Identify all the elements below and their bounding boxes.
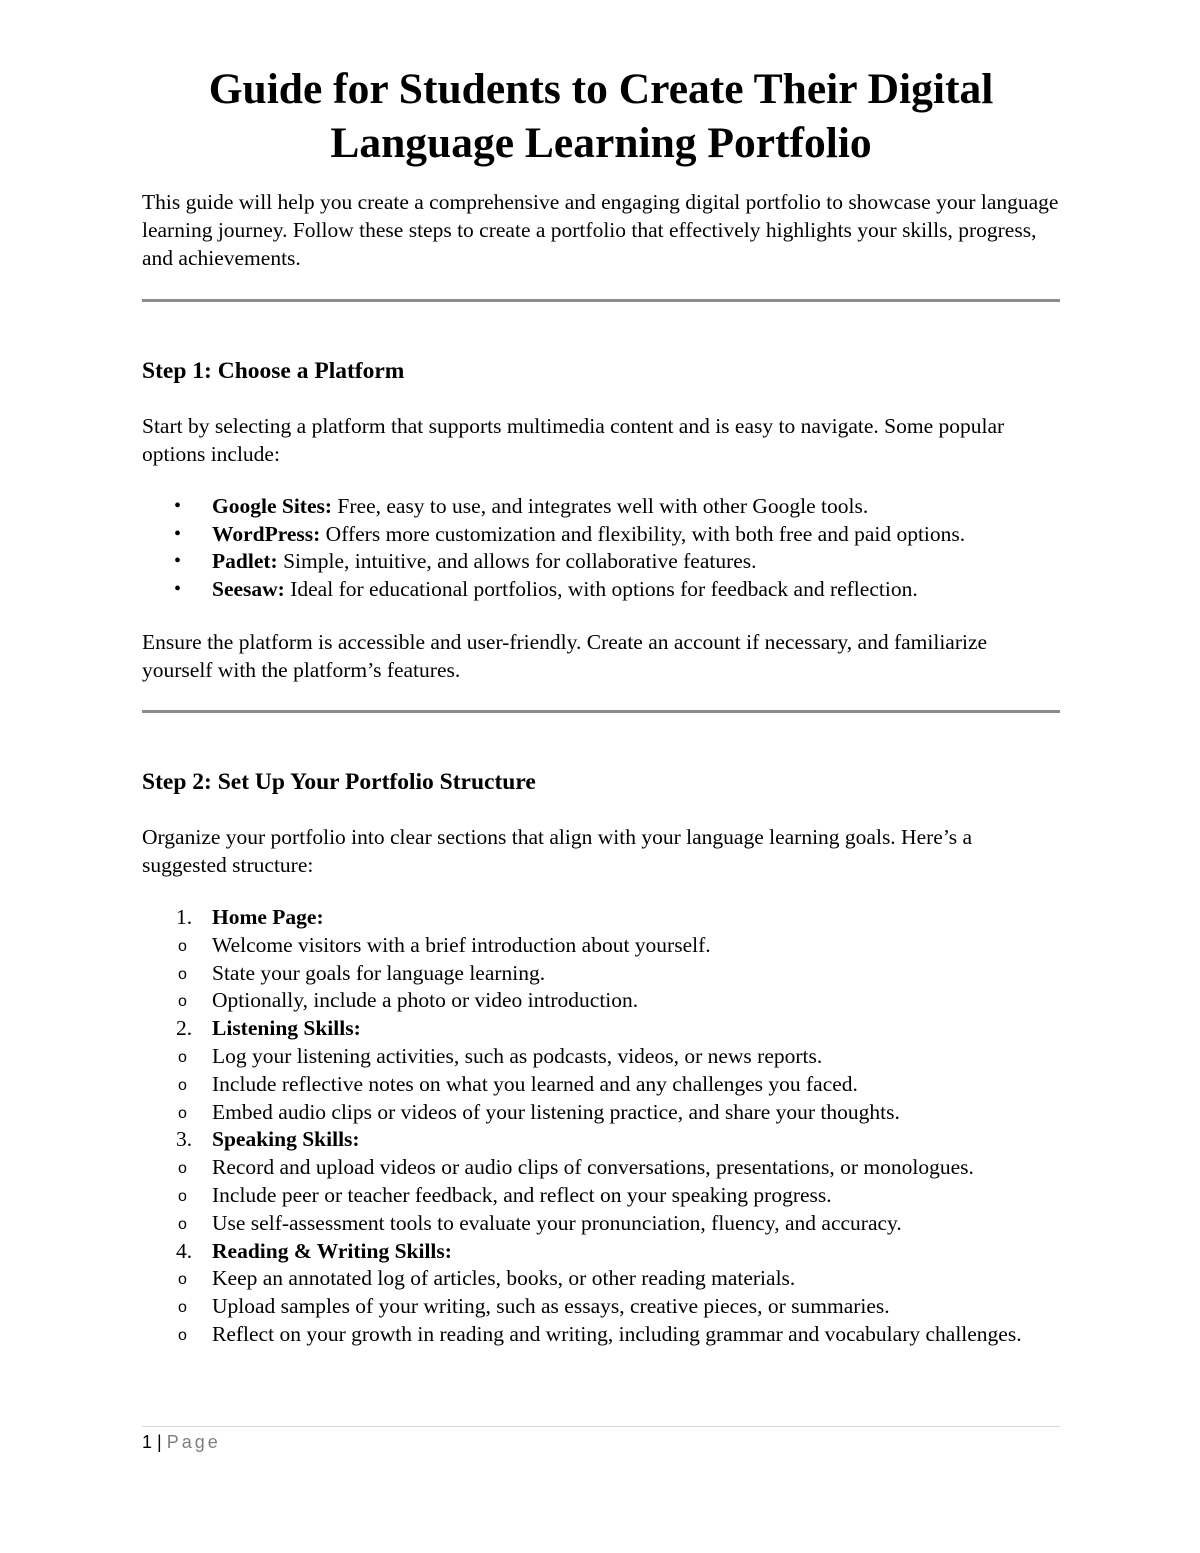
list-item [142, 576, 1060, 604]
sub-list-item [142, 1154, 1060, 1182]
option-text: Offers more customization and flexibility, with both free and paid options. [320, 521, 966, 546]
bullet-icon: • [174, 550, 182, 572]
list-item [142, 904, 1060, 1015]
sub-item-text: Include reflective notes on what you learned and any challenges you faced. [212, 1071, 858, 1096]
circle-bullet-icon: o [178, 1187, 187, 1205]
circle-bullet-icon: o [178, 1160, 187, 1178]
list-item [142, 1015, 1060, 1126]
list-item [142, 1238, 1060, 1349]
circle-bullet-icon: o [178, 1104, 187, 1122]
circle-bullet-icon: o [178, 1215, 187, 1233]
intro-paragraph: This guide will help you create a comprehensive and engaging digital portfolio to showcase your language learning journey. Follow these steps to create a portfolio that effectively highlights your skills, progress, and achievements. [142, 190, 1059, 270]
footer-separator: | [152, 1432, 167, 1452]
platform-options-list [142, 493, 1060, 603]
option-name: Seesaw: [212, 576, 285, 601]
list-number: 3. [176, 1127, 193, 1152]
sub-list-item [142, 1321, 1060, 1349]
option-text: Free, easy to use, and integrates well with other Google tools. [332, 494, 869, 518]
circle-bullet-icon: o [178, 1271, 187, 1289]
step1-lead: Start by selecting a platform that supports multimedia content and is easy to navigate. Some popular options include: [142, 414, 1005, 466]
step2-lead: Organize your portfolio into clear sections that align with your language learning goals. Here’s a suggested structure: [142, 825, 973, 877]
list-number: 4. [176, 1238, 193, 1263]
structure-list [142, 904, 1060, 1349]
page-footer [142, 1432, 221, 1453]
sub-list-item [142, 1210, 1060, 1238]
sub-list-item [142, 987, 1060, 1015]
sub-list-item [142, 960, 1060, 988]
option-name: Google Sites: [212, 494, 333, 518]
circle-bullet-icon: o [178, 1076, 187, 1094]
step2-heading: Step 2: Set Up Your Portfolio Structure [142, 769, 536, 795]
option-name: Padlet: [212, 549, 278, 573]
option-name: WordPress: [212, 521, 321, 546]
list-item [142, 548, 1060, 576]
list-number: 1. [176, 905, 193, 929]
section-divider [142, 299, 1060, 302]
sub-list [142, 1154, 1060, 1237]
circle-bullet-icon: o [178, 1048, 187, 1066]
option-text: Ideal for educational portfolios, with options for feedback and reflection. [284, 576, 918, 601]
section-title: Home Page: [212, 905, 324, 929]
list-number: 2. [176, 1016, 193, 1041]
sub-list [142, 932, 1060, 1015]
sub-item-text: Reflect on your growth in reading and writing, including grammar and vocabulary challenges. [212, 1321, 1022, 1346]
sub-item-text: Keep an annotated log of articles, books, or other reading materials. [212, 1266, 796, 1291]
list-item [142, 521, 1060, 549]
sub-item-text: Include peer or teacher feedback, and reflect on your speaking progress. [212, 1182, 832, 1207]
sub-item-text: Welcome visitors with a brief introduction about yourself. [212, 932, 711, 957]
sub-item-text: Embed audio clips or videos of your listening practice, and share your thoughts. [212, 1099, 900, 1124]
circle-bullet-icon: o [178, 1326, 187, 1344]
sub-list-item [142, 1099, 1060, 1127]
section-title: Reading & Writing Skills: [212, 1238, 452, 1263]
sub-list [142, 1265, 1060, 1348]
section-divider [142, 710, 1060, 713]
list-item [142, 493, 1060, 521]
sub-list-item [142, 1182, 1060, 1210]
bullet-icon: • [174, 495, 182, 517]
circle-bullet-icon: o [178, 1299, 187, 1317]
sub-list-item [142, 1265, 1060, 1293]
circle-bullet-icon: o [178, 937, 187, 955]
page-number: 1 [142, 1432, 153, 1452]
sub-item-text: Use self-assessment tools to evaluate your pronunciation, fluency, and accuracy. [212, 1210, 902, 1235]
document-title: Guide for Students to Create Their Digital Language Learning Portfolio [208, 65, 994, 167]
page-label: Page [166, 1432, 221, 1452]
section-title: Speaking Skills: [212, 1127, 360, 1152]
sub-item-text: State your goals for language learning. [212, 960, 546, 985]
step1-closing: Ensure the platform is accessible and user-friendly. Create an account if necessary, and familiarize yourself with the platform’s features. [142, 630, 988, 682]
sub-list-item [142, 1293, 1060, 1321]
bullet-icon: • [174, 577, 182, 600]
bullet-icon: • [174, 522, 182, 545]
step1-heading: Step 1: Choose a Platform [142, 358, 405, 384]
sub-item-text: Upload samples of your writing, such as essays, creative pieces, or summaries. [212, 1294, 890, 1319]
list-item [142, 1126, 1060, 1237]
document-page [142, 62, 1060, 1349]
circle-bullet-icon: o [178, 965, 187, 983]
option-text: Simple, intuitive, and allows for collaborative features. [277, 549, 757, 573]
sub-list-item [142, 1043, 1060, 1071]
sub-list-item [142, 1071, 1060, 1099]
sub-list [142, 1043, 1060, 1126]
footer-divider [142, 1426, 1060, 1427]
sub-item-text: Record and upload videos or audio clips of conversations, presentations, or monologues. [212, 1155, 974, 1180]
sub-item-text: Log your listening activities, such as podcasts, videos, or news reports. [212, 1043, 823, 1068]
section-title: Listening Skills: [212, 1016, 361, 1041]
sub-list-item [142, 932, 1060, 960]
circle-bullet-icon: o [178, 993, 187, 1011]
sub-item-text: Optionally, include a photo or video introduction. [212, 988, 639, 1013]
